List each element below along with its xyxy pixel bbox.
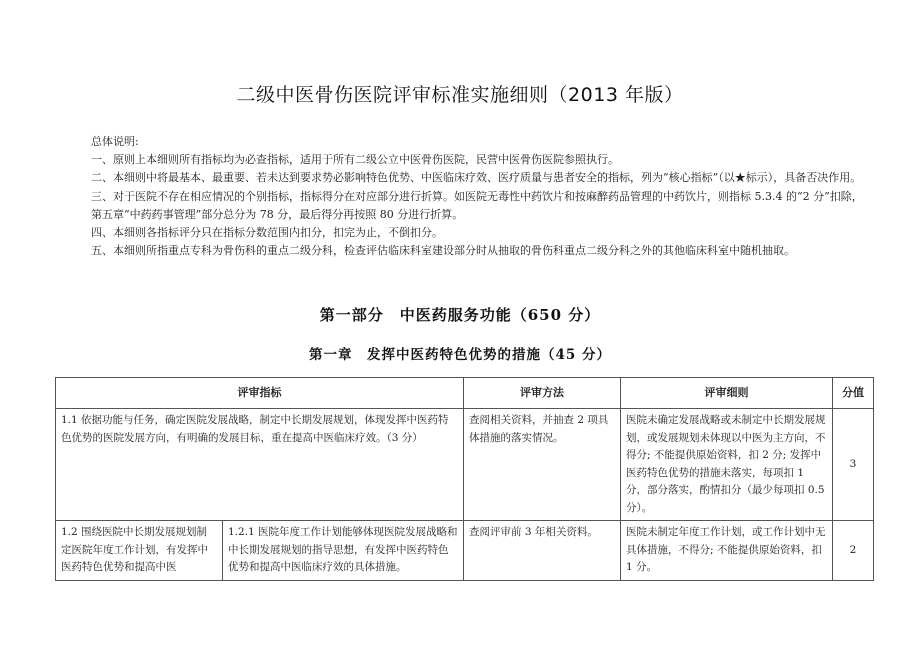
header-indicator: 评审指标 bbox=[56, 378, 464, 409]
evaluation-table bbox=[55, 377, 874, 581]
table-row bbox=[56, 409, 874, 521]
method-cell: 查阅评审前 3 年相关资料。 bbox=[464, 521, 621, 581]
details-cell: 医院未制定年度工作计划，或工作计划中无具体措施，不得分; 不能提供原始资料，扣 1 分。 bbox=[621, 521, 833, 581]
note-item-4: 四、本细则各指标评分只在指标分数范围内扣分，扣完为止，不倒扣分。 bbox=[91, 226, 443, 240]
indicator-cell: 1.2 围绕医院中长期发展规划制定医院年度工作计划，有发挥中医药特色优势和提高中医 bbox=[56, 521, 223, 581]
details-cell: 医院未确定发展战略或未制定中长期发展规划，或发展规划未体现以中医为主方向，不得分; 不能提供原始资料，扣 2 分; 发挥中医药特色优势的措施未落实，每项扣 1 分，部分落实，酌情扣分（最少每项扣 0.5 分）。 bbox=[621, 409, 833, 521]
method-cell: 查阅相关资料，并抽查 2 项具体措施的落实情况。 bbox=[464, 409, 621, 521]
notes-heading: 总体说明: bbox=[91, 135, 139, 148]
header-score: 分值 bbox=[833, 378, 874, 409]
sub-indicator-cell: 1.2.1 医院年度工作计划能够体现医院发展战略和中长期发展规划的指导思想，有发挥中医药特色优势和提高中医临床疗效的具体措施。 bbox=[223, 521, 464, 581]
part-title: 第一部分 中医药服务功能（650 分） bbox=[319, 306, 601, 324]
table-header-row bbox=[56, 378, 874, 409]
chapter-title: 第一章 发挥中医药特色优势的措施（45 分） bbox=[309, 347, 611, 363]
document-title: 二级中医骨伤医院评审标准实施细则（2013 年版） bbox=[236, 84, 684, 106]
indicator-cell: 1.1 依据功能与任务，确定医院发展战略，制定中长期发展规划，体现发挥中医药特色优势的医院发展方向，有明确的发展目标，重在提高中医临床疗效。（3 分） bbox=[56, 409, 464, 521]
note-item-2: 二、本细则中将最基本、最重要、若未达到要求势必影响特色优势、中医临床疗效、医疗质量与患者安全的指标，列为“核心指标”（以★标示），具备否决作用。 bbox=[91, 171, 862, 185]
note-item-1: 一、原则上本细则所有指标均为必查指标，适用于所有二级公立中医骨伤医院，民营中医骨伤医院参照执行。 bbox=[91, 153, 619, 167]
note-item-3: 三、对于医院不存在相应情况的个别指标，指标得分在对应部分进行折算。如医院无毒性中药饮片和按麻醉药品管理的中药饮片，则指标 5.3.4 的“2 分”扣除，第五章“中药药事管理”部分总分为 78 分，最后得分再按照 80 分进行折算。 bbox=[91, 189, 863, 221]
score-cell: 2 bbox=[833, 521, 874, 581]
score-cell: 3 bbox=[833, 409, 874, 521]
table-row bbox=[56, 521, 874, 581]
header-details: 评审细则 bbox=[621, 378, 833, 409]
note-item-5: 五、本细则所指重点专科为骨伤科的重点二级分科，检查评估临床科室建设部分时从抽取的骨伤科重点二级分科之外的其他临床科室中随机抽取。 bbox=[91, 244, 795, 258]
header-method: 评审方法 bbox=[464, 378, 621, 409]
general-notes bbox=[91, 133, 871, 260]
